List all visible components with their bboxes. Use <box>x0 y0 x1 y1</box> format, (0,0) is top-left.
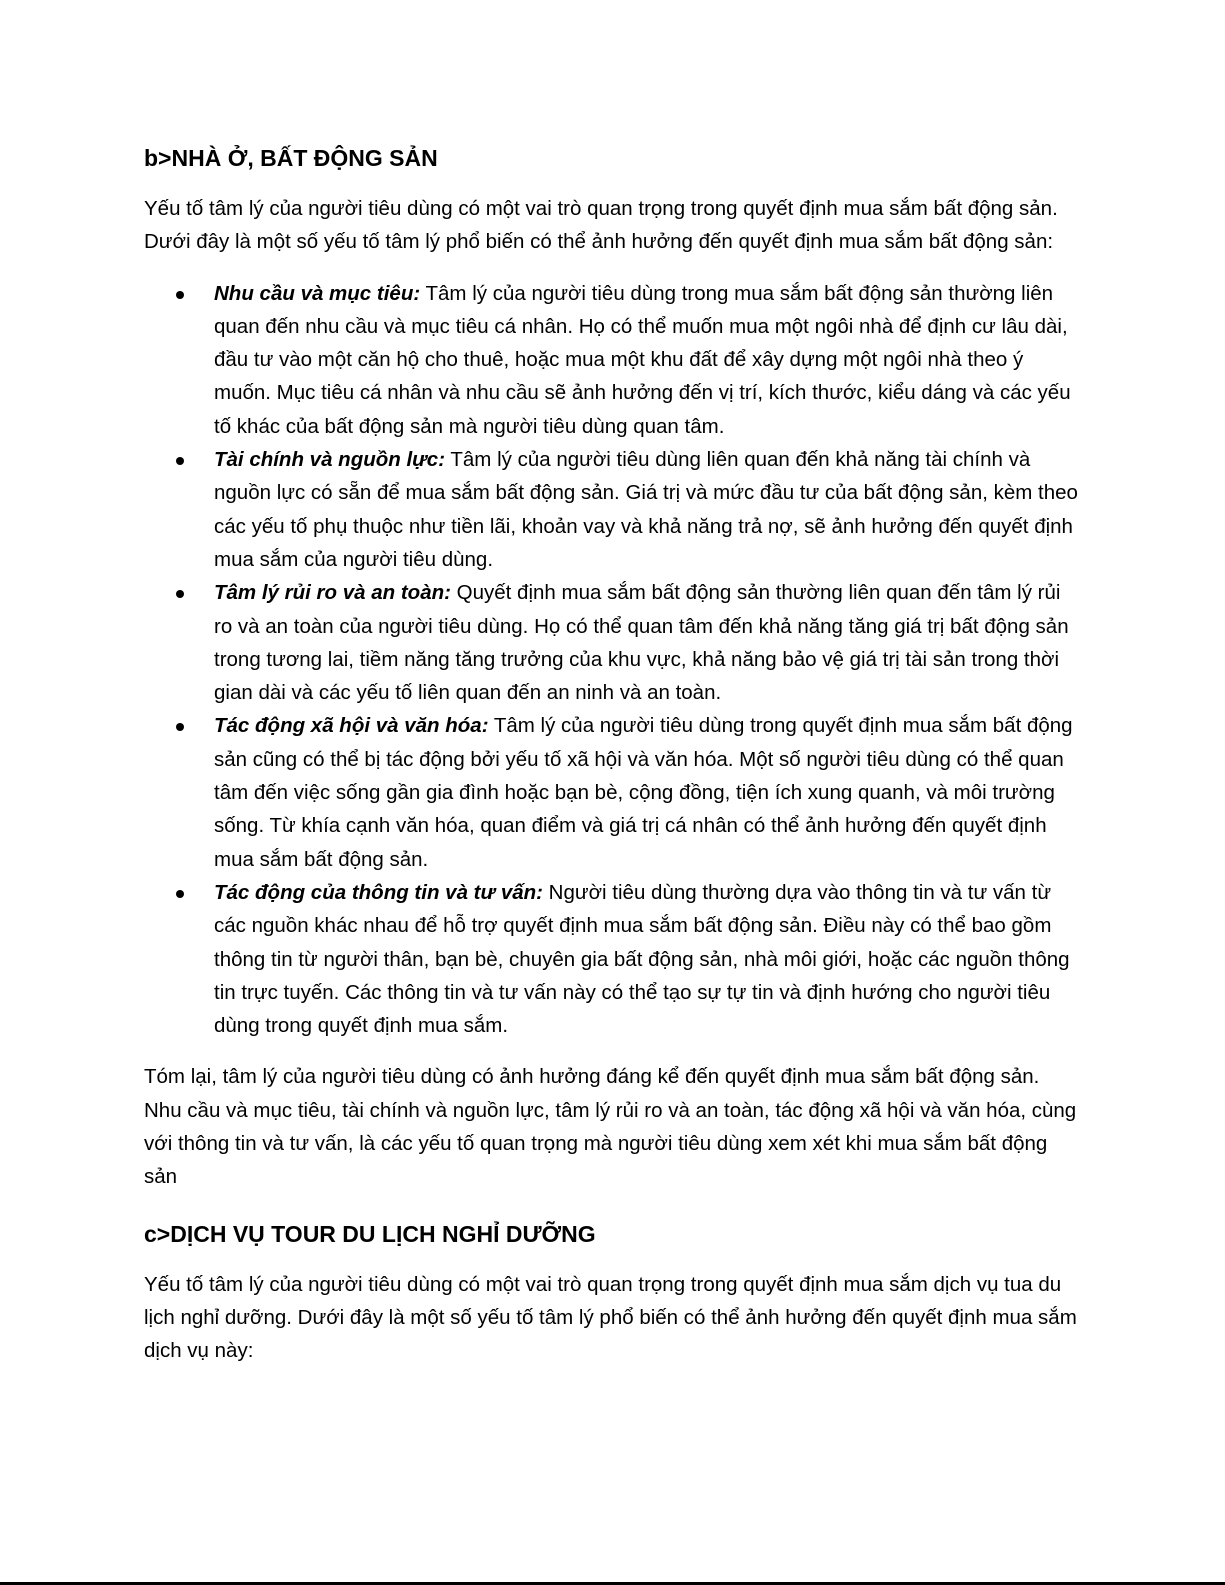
bullet-dot-icon <box>176 291 184 299</box>
section-b-bullet-list <box>144 277 1079 1043</box>
document-body <box>144 140 1079 1386</box>
bullet-text: Tâm lý của người tiêu dùng trong quyết định mua sắm bất động sản cũng có thể bị tác động bởi yếu tố xã hội và văn hóa. Một số người tiêu dùng có thể quan tâm đến việc sống gần gia đình hoặc bạn bè, cộng đồng, tiện ích xung quanh, và môi trường sống. Từ khía cạnh văn hóa, quan điểm và giá trị cá nhân có thể ảnh hưởng đến quyết định mua sắm bất động sản. <box>214 714 1073 871</box>
bullet-title: Tác động xã hội và văn hóa: <box>214 714 489 738</box>
bullet-text: Tâm lý của người tiêu dùng liên quan đến khả năng tài chính và nguồn lực có sẵn để mua sắm bất động sản. Giá trị và mức đầu tư của bất động sản, kèm theo các yếu tố phụ thuộc như tiền lãi, khoản vay và khả năng trả nợ, sẽ ảnh hưởng đến quyết định mua sắm của người tiêu dùng. <box>214 448 1078 571</box>
bullet-dot-icon <box>176 590 184 598</box>
bullet-item-finance-resources <box>144 443 1079 576</box>
bullet-title: Tài chính và nguồn lực: <box>214 448 446 472</box>
bullet-text: Người tiêu dùng thường dựa vào thông tin và tư vấn từ các nguồn khác nhau để hỗ trợ quyết định mua sắm bất động sản. Điều này có thể bao gồm thông tin từ người thân, bạn bè, chuyên gia bất động sản, nhà môi giới, hoặc các nguồn thông tin trực tuyến. Các thông tin và tư vấn này có thể tạo sự tự tin và định hướng cho người tiêu dùng trong quyết định mua sắm. <box>214 880 1070 1038</box>
section-b-summary: Tóm lại, tâm lý của người tiêu dùng có ảnh hưởng đáng kể đến quyết định mua sắm bất động sản. Nhu cầu và mục tiêu, tài chính và nguồn lực, tâm lý rủi ro và an toàn, tác động xã hội và văn hóa, cùng với thông tin và tư vấn, là các yếu tố quan trọng mà người tiêu dùng xem xét khi mua sắm bất động sản <box>144 1065 1077 1189</box>
section-c-heading: c>DỊCH VỤ TOUR DU LỊCH NGHỈ DƯỠNG <box>144 1220 596 1247</box>
section-b-heading: b>NHÀ Ở, BẤT ĐỘNG SẢN <box>144 145 438 171</box>
bullet-dot-icon <box>176 890 184 898</box>
section-c-intro: Yếu tố tâm lý của người tiêu dùng có một vai trò quan trọng trong quyết định mua sắm dịch vụ tua du lịch nghỉ dưỡng. Dưới đây là một số yếu tố tâm lý phổ biến có thể ảnh hưởng đến quyết định mua sắm dịch vụ này: <box>144 1272 1077 1363</box>
bullet-title: Tâm lý rủi ro và an toàn: <box>214 581 451 605</box>
bullet-dot-icon <box>176 723 184 731</box>
bullet-text: Quyết định mua sắm bất động sản thường liên quan đến tâm lý rủi ro và an toàn của người tiêu dùng. Họ có thể quan tâm đến khả năng tăng giá trị bất động sản trong tương lai, tiềm năng tăng trưởng của khu vực, khả năng bảo vệ giá trị tài sản trong thời gian dài và các yếu tố liên quan đến an ninh và an toàn. <box>214 581 1069 705</box>
bullet-item-information-advice <box>144 876 1079 1042</box>
bullet-item-risk-safety <box>144 576 1079 709</box>
bullet-item-social-culture <box>144 709 1079 875</box>
section-b-intro: Yếu tố tâm lý của người tiêu dùng có một vai trò quan trọng trong quyết định mua sắm bất động sản. Dưới đây là một số yếu tố tâm lý phổ biến có thể ảnh hưởng đến quyết định mua sắm bất động sản: <box>144 197 1058 254</box>
bullet-item-needs-goals <box>144 277 1079 443</box>
bullet-dot-icon <box>176 457 184 465</box>
bullet-title: Nhu cầu và mục tiêu: <box>214 281 421 305</box>
bullet-text: Tâm lý của người tiêu dùng trong mua sắm bất động sản thường liên quan đến nhu cầu và mục tiêu cá nhân. Họ có thể muốn mua một ngôi nhà để định cư lâu dài, đầu tư vào một căn hộ cho thuê, hoặc mua một khu đất để xây dựng một ngôi nhà theo ý muốn. Mục tiêu cá nhân và nhu cầu sẽ ảnh hưởng đến vị trí, kích thước, kiểu dáng và các yếu tố khác của bất động sản mà người tiêu dùng quan tâm. <box>214 281 1071 438</box>
bullet-title: Tác động của thông tin và tư vấn: <box>214 880 543 904</box>
